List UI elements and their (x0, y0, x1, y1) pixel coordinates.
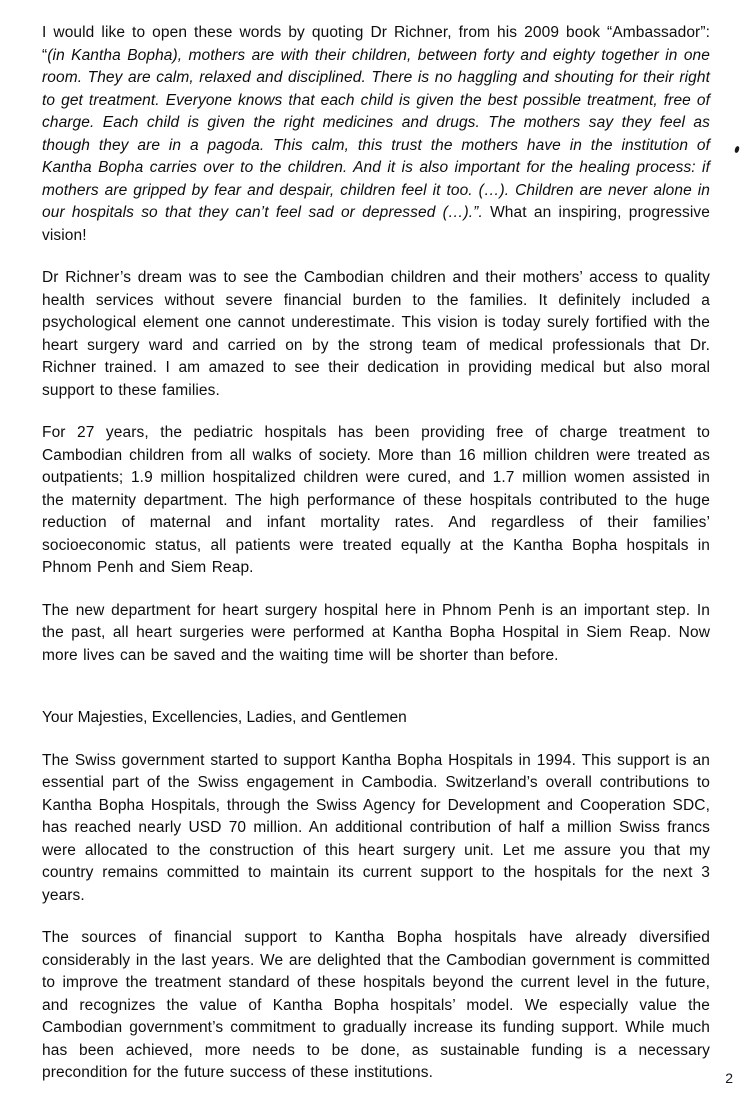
salutation-line: Your Majesties, Excellencies, Ladies, and Gentlemen (42, 709, 407, 726)
paragraph-27-years-statistics: For 27 years, the pediatric hospitals has been providing free of charge treatment to Cambodian children from all walks of society. More than 16 million children were treated as outpatients; 1.9 million hospitalized children were cured, and 1.7 million women assisted in the maternity department. The high performance of these hospitals contributed to the huge reduction of maternal and infant mortality rates. And regardless of their families’ socioeconomic status, all patients were treated equally at the Kantha Bopha hospitals in Phnom Penh and Siem Reap. (42, 424, 710, 576)
paragraph-swiss-government-support: The Swiss government started to support Kantha Bopha Hospitals in 1994. This support is an essential part of the Swiss engagement in Cambodia. Switzerland’s overall contributions to Kantha Bopha Hospitals, through the Swiss Agency for Development and Cooperation SDC, has reached nearly USD 70 million. An additional contribution of half a million Swiss francs were allocated to the construction of this heart surgery unit. Let me assure you that my country remains committed to maintain its current support to the hospitals for the next 3 years. (42, 751, 710, 904)
paragraph-new-heart-surgery-department: The new department for heart surgery hospital here in Phnom Penh is an important step. In the past, all heart surgeries were performed at Kantha Bopha Hospital in Siem Reap. Now more lives can be saved and the waiting time will be shorter than before. (42, 601, 710, 664)
paragraph-funding-sources: The sources of financial support to Kantha Bopha hospitals have already diversified considerably in the last years. We are delighted that the Cambodian government is committed to improve the treatment standard of these hospitals beyond the current level in the future, and recognizes the value of Kantha Bopha hospitals’ model. We especially value the Cambodian government’s commitment to gradually increase its funding support. While much has been achieved, more needs to be done, as sustainable funding is a necessary precondition for the future success of these institutions. (42, 929, 710, 1081)
richner-book-quote-text: (in Kantha Bopha), mothers are with their children, between forty and eighty together in one room. They are calm, relaxed and disciplined. There is no haggling and shouting for their right to get treatment. Everyone knows that each child is given the best possible treatment, free of charge. Each child is given the right medicines and drugs. The mothers say they feel as though they are in a pagoda. This calm, this trust the mothers have in the institution of Kantha Bopha carries over to the children. And it is also important for the healing process: if mothers are gripped by fear and despair, children feel it too. (…). Children are never alone in our hospitals so that they can’t feel sad or depressed (…).”. (42, 46, 710, 221)
quote-intro-text: I would like to open these words by quoting Dr Richner, from his 2009 book “Ambassador”: “ (42, 24, 710, 64)
page-number: 2 (725, 1070, 733, 1086)
paragraph-richner-dream: Dr Richner’s dream was to see the Cambodian children and their mothers’ access to quality health services without severe financial burden to the families. It definitely included a psychological element one cannot underestimate. This vision is today surely fortified with the heart surgery ward and carried on by the strong team of medical professionals that Dr. Richner trained. I am amazed to see their dedication in providing medical but also moral support to these families. (42, 269, 710, 399)
quote-outro-text: What an inspiring, progressive vision! (42, 204, 710, 244)
scan-artifact-dot (734, 146, 740, 154)
paragraph-opening-quote (42, 22, 710, 247)
